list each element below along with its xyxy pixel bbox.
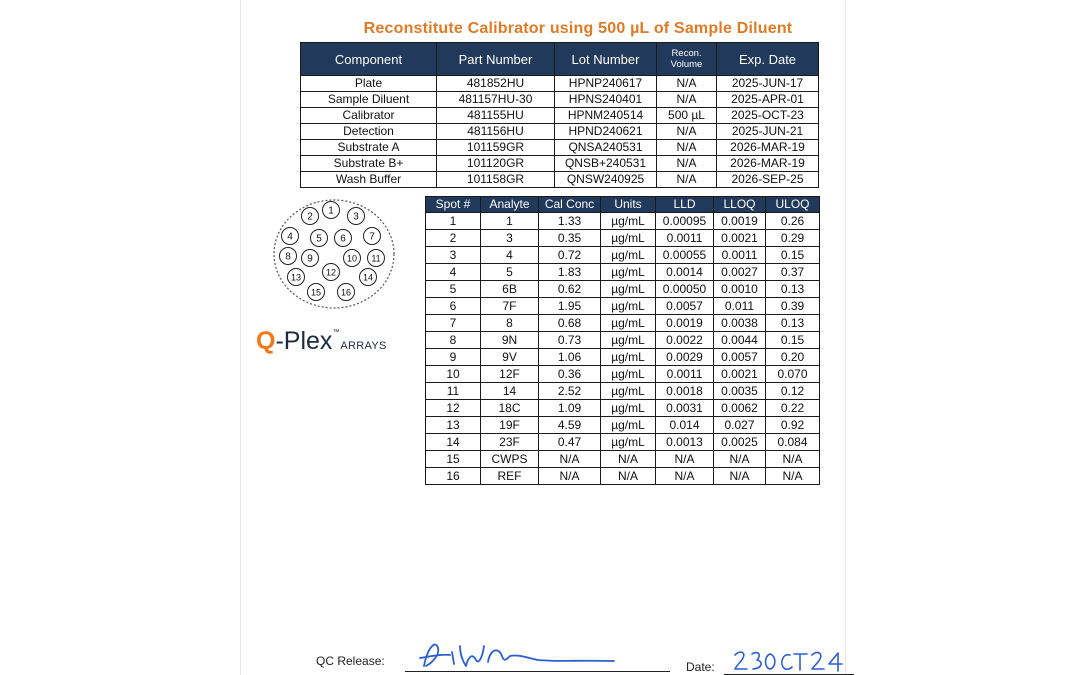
spot-number: 15: [310, 287, 322, 298]
spot-row: [426, 349, 820, 366]
spot-number: 8: [285, 251, 291, 263]
logo-arrays-text: ARRAYS: [340, 340, 387, 352]
spot-cell-uloq: 0.15: [766, 247, 820, 264]
spot-cell-units: µg/mL: [601, 400, 656, 417]
spot-number: 11: [371, 253, 381, 264]
spot-cell-lloq: 0.0011: [714, 247, 766, 264]
spot-cell-lld: 0.0011: [656, 230, 714, 247]
spot-header-units: Units: [601, 197, 656, 213]
spot-cell-uloq: 0.084: [766, 434, 820, 451]
handwritten-date: [732, 648, 852, 674]
spot-cell-spot: 13: [426, 417, 481, 434]
spot-number: 12: [325, 267, 337, 278]
spot-cell-uloq: 0.15: [766, 332, 820, 349]
spot-cell-lloq: N/A: [714, 468, 766, 485]
spot-cell-uloq: 0.13: [766, 281, 820, 298]
spot-cell-units: µg/mL: [601, 230, 656, 247]
components-cell-part-number: 481852HU: [437, 76, 555, 92]
spot-cell-units: µg/mL: [601, 247, 656, 264]
components-cell-recon-volume: 500 µL: [657, 108, 717, 124]
spot-header-uloq: ULOQ: [766, 197, 820, 213]
spot-number: 16: [340, 287, 352, 298]
spot-cell-lloq: 0.027: [714, 417, 766, 434]
spot-cell-analyte: REF: [481, 468, 539, 485]
handwritten-date-stroke: [735, 652, 842, 671]
spot-cell-cal-conc: 0.73: [539, 332, 601, 349]
spot-cell-lloq: 0.0044: [714, 332, 766, 349]
components-row: [301, 172, 819, 188]
spot-number: 2: [307, 211, 313, 223]
spot-9: [302, 250, 319, 267]
components-cell-component: Substrate B+: [301, 156, 437, 172]
components-cell-exp-date: 2026-SEP-25: [717, 172, 819, 188]
components-cell-component: Plate: [301, 76, 437, 92]
components-cell-part-number: 101120GR: [437, 156, 555, 172]
spot-cell-units: N/A: [601, 451, 656, 468]
spot-cell-uloq: 0.22: [766, 400, 820, 417]
spot-row: [426, 417, 820, 434]
components-cell-exp-date: 2026-MAR-19: [717, 140, 819, 156]
spot-8: [280, 248, 297, 265]
qplex-arrays-logo: [256, 327, 387, 356]
spot-cell-lld: 0.00050: [656, 281, 714, 298]
spot-cell-cal-conc: 0.47: [539, 434, 601, 451]
spot-cell-analyte: 5: [481, 264, 539, 281]
spot-header-analyte: Analyte: [481, 197, 539, 213]
spot-cell-lld: 0.00055: [656, 247, 714, 264]
spot-cell-cal-conc: 0.68: [539, 315, 601, 332]
spot-cell-analyte: 8: [481, 315, 539, 332]
spot-layout-diagram: [272, 196, 402, 311]
spot-cell-cal-conc: 0.35: [539, 230, 601, 247]
components-cell-recon-volume: N/A: [657, 92, 717, 108]
spot-cell-lloq: 0.0025: [714, 434, 766, 451]
spot-cell-lld: 0.0018: [656, 383, 714, 400]
spot-cell-lld: 0.0022: [656, 332, 714, 349]
components-cell-exp-date: 2025-JUN-17: [717, 76, 819, 92]
spot-cell-lloq: 0.011: [714, 298, 766, 315]
components-header-row: [301, 43, 819, 76]
components-cell-lot-number: QNSB+240531: [555, 156, 657, 172]
spot-cell-analyte: 12F: [481, 366, 539, 383]
spot-cell-analyte: 7F: [481, 298, 539, 315]
spot-cell-spot: 5: [426, 281, 481, 298]
spot-cell-lloq: N/A: [714, 451, 766, 468]
spot-cell-cal-conc: 1.09: [539, 400, 601, 417]
spot-cell-analyte: 6B: [481, 281, 539, 298]
spot-1: [323, 202, 340, 219]
spot-cell-spot: 4: [426, 264, 481, 281]
spot-cell-cal-conc: 1.33: [539, 213, 601, 230]
components-header-lot-number: Lot Number: [555, 43, 657, 76]
spot-cell-analyte: 1: [481, 213, 539, 230]
spot-number: 7: [369, 231, 375, 243]
spot-cell-cal-conc: 1.83: [539, 264, 601, 281]
spot-row: [426, 315, 820, 332]
components-cell-part-number: 481155HU: [437, 108, 555, 124]
spot-cell-analyte: 19F: [481, 417, 539, 434]
components-cell-exp-date: 2026-MAR-19: [717, 156, 819, 172]
spot-cell-uloq: 0.29: [766, 230, 820, 247]
spot-cell-units: µg/mL: [601, 349, 656, 366]
spot-cell-spot: 10: [426, 366, 481, 383]
spot-cell-spot: 1: [426, 213, 481, 230]
spot-cell-units: µg/mL: [601, 417, 656, 434]
spot-cell-lloq: 0.0019: [714, 213, 766, 230]
components-cell-exp-date: 2025-OCT-23: [717, 108, 819, 124]
components-cell-component: Wash Buffer: [301, 172, 437, 188]
spot-row: [426, 264, 820, 281]
components-row: [301, 92, 819, 108]
spot-cell-lld: 0.0029: [656, 349, 714, 366]
spot-cell-cal-conc: 0.62: [539, 281, 601, 298]
spot-cell-spot: 12: [426, 400, 481, 417]
spot-cell-lloq: 0.0062: [714, 400, 766, 417]
spot-cell-units: µg/mL: [601, 366, 656, 383]
components-cell-recon-volume: N/A: [657, 156, 717, 172]
spot-cell-units: µg/mL: [601, 383, 656, 400]
spot-2: [302, 208, 319, 225]
components-cell-component: Substrate A: [301, 140, 437, 156]
spot-cell-units: µg/mL: [601, 332, 656, 349]
spot-cell-units: µg/mL: [601, 281, 656, 298]
components-cell-component: Calibrator: [301, 108, 437, 124]
components-cell-part-number: 101159GR: [437, 140, 555, 156]
components-row: [301, 108, 819, 124]
spot-cell-cal-conc: N/A: [539, 451, 601, 468]
spot-row: [426, 400, 820, 417]
spot-number: 6: [340, 233, 346, 245]
components-cell-lot-number: HPNS240401: [555, 92, 657, 108]
components-table: [300, 42, 819, 188]
spot-cell-cal-conc: 4.59: [539, 417, 601, 434]
spot-row: [426, 468, 820, 485]
spot-header-cal-conc: Cal Conc: [539, 197, 601, 213]
spot-cell-analyte: 9N: [481, 332, 539, 349]
components-cell-lot-number: HPNP240617: [555, 76, 657, 92]
components-cell-component: Detection: [301, 124, 437, 140]
spot-table-body: [426, 213, 820, 485]
spot-cell-spot: 14: [426, 434, 481, 451]
components-cell-lot-number: HPNM240514: [555, 108, 657, 124]
spot-cell-units: µg/mL: [601, 213, 656, 230]
spot-13: [288, 269, 305, 286]
spot-cell-lloq: 0.0021: [714, 230, 766, 247]
spot-cell-lld: 0.0014: [656, 264, 714, 281]
qc-signature-stroke: [420, 645, 614, 666]
spot-analyte-table: [425, 196, 820, 485]
spot-number: 13: [290, 272, 302, 283]
spot-10: [344, 250, 361, 267]
spot-row: [426, 281, 820, 298]
spot-row: [426, 332, 820, 349]
spot-cell-lloq: 0.0027: [714, 264, 766, 281]
spot-cell-analyte: 4: [481, 247, 539, 264]
spot-cell-uloq: 0.39: [766, 298, 820, 315]
components-cell-component: Sample Diluent: [301, 92, 437, 108]
spot-11: [368, 250, 385, 267]
spot-number: 1: [328, 205, 334, 217]
logo-trademark: ™: [332, 329, 340, 336]
spot-cell-spot: 6: [426, 298, 481, 315]
spot-cell-uloq: 0.92: [766, 417, 820, 434]
spot-layout-svg: [272, 196, 402, 311]
spot-cell-analyte: 14: [481, 383, 539, 400]
spot-cell-analyte: 18C: [481, 400, 539, 417]
spot-cell-uloq: 0.37: [766, 264, 820, 281]
spot-cell-units: µg/mL: [601, 298, 656, 315]
components-header-recon-volume: Recon. Volume: [657, 43, 717, 76]
spot-cell-analyte: CWPS: [481, 451, 539, 468]
components-row: [301, 76, 819, 92]
spot-header-row: [426, 197, 820, 213]
spot-cell-spot: 7: [426, 315, 481, 332]
spot-row: [426, 434, 820, 451]
spot-cell-lld: 0.014: [656, 417, 714, 434]
page-edge-left: [240, 0, 241, 675]
spot-6: [335, 230, 352, 247]
spot-cell-cal-conc: 0.72: [539, 247, 601, 264]
spot-16: [338, 284, 355, 301]
components-cell-part-number: 101158GR: [437, 172, 555, 188]
spot-cell-uloq: 0.12: [766, 383, 820, 400]
components-cell-lot-number: HPND240621: [555, 124, 657, 140]
components-cell-recon-volume: N/A: [657, 124, 717, 140]
spot-number: 9: [307, 253, 313, 265]
spot-row: [426, 366, 820, 383]
spot-cell-analyte: 3: [481, 230, 539, 247]
page-edge-right: [845, 0, 846, 675]
spot-cell-lld: 0.0019: [656, 315, 714, 332]
spot-number: 4: [287, 231, 293, 243]
qc-signature: [418, 636, 618, 672]
components-cell-part-number: 481156HU: [437, 124, 555, 140]
spot-row: [426, 383, 820, 400]
components-cell-recon-volume: N/A: [657, 76, 717, 92]
components-header-component: Component: [301, 43, 437, 76]
spot-3: [348, 208, 365, 225]
spot-number: 10: [346, 253, 358, 264]
components-row: [301, 140, 819, 156]
spot-cell-spot: 9: [426, 349, 481, 366]
spot-number: 5: [316, 233, 322, 245]
components-header-exp-date: Exp. Date: [717, 43, 819, 76]
spot-cell-spot: 8: [426, 332, 481, 349]
logo-q-letter: Q: [256, 327, 276, 355]
spot-cell-lld: 0.00095: [656, 213, 714, 230]
spot-cell-units: N/A: [601, 468, 656, 485]
spot-cell-lld: N/A: [656, 451, 714, 468]
spot-cell-cal-conc: 2.52: [539, 383, 601, 400]
spot-row: [426, 451, 820, 468]
spot-cell-spot: 2: [426, 230, 481, 247]
spot-number: 3: [353, 211, 359, 223]
components-cell-lot-number: QNSW240925: [555, 172, 657, 188]
spot-cell-lld: 0.0031: [656, 400, 714, 417]
spot-cell-spot: 11: [426, 383, 481, 400]
spot-cell-lld: 0.0013: [656, 434, 714, 451]
spot-cell-units: µg/mL: [601, 315, 656, 332]
spot-cell-units: µg/mL: [601, 264, 656, 281]
spot-cell-lloq: 0.0035: [714, 383, 766, 400]
components-table-body: [301, 76, 819, 188]
spot-cell-analyte: 23F: [481, 434, 539, 451]
spot-row: [426, 213, 820, 230]
spot-12: [323, 264, 340, 281]
components-cell-exp-date: 2025-JUN-21: [717, 124, 819, 140]
components-cell-recon-volume: N/A: [657, 172, 717, 188]
spot-4: [282, 228, 299, 245]
spot-cell-spot: 3: [426, 247, 481, 264]
spot-cell-lloq: 0.0038: [714, 315, 766, 332]
spot-cell-cal-conc: 0.36: [539, 366, 601, 383]
spot-cell-uloq: N/A: [766, 451, 820, 468]
spot-number: 14: [362, 272, 374, 283]
components-cell-exp-date: 2025-APR-01: [717, 92, 819, 108]
spot-cell-lloq: 0.0021: [714, 366, 766, 383]
logo-plex-text: -Plex: [275, 327, 333, 355]
components-row: [301, 156, 819, 172]
spot-7: [364, 228, 381, 245]
date-label: Date:: [686, 660, 715, 674]
spot-cell-cal-conc: 1.95: [539, 298, 601, 315]
spot-cell-uloq: 0.13: [766, 315, 820, 332]
spot-cell-uloq: 0.26: [766, 213, 820, 230]
spot-cell-uloq: 0.070: [766, 366, 820, 383]
spot-cell-lloq: 0.0057: [714, 349, 766, 366]
spot-cell-lld: N/A: [656, 468, 714, 485]
spot-cell-lloq: 0.0010: [714, 281, 766, 298]
spot-5: [311, 230, 328, 247]
spot-row: [426, 247, 820, 264]
spot-14: [360, 269, 377, 286]
spot-header-lloq: LLOQ: [714, 197, 766, 213]
document-title: Reconstitute Calibrator using 500 µL of Sample Diluent: [363, 20, 793, 37]
components-cell-recon-volume: N/A: [657, 140, 717, 156]
spot-cell-uloq: N/A: [766, 468, 820, 485]
spot-cell-spot: 16: [426, 468, 481, 485]
spot-row: [426, 230, 820, 247]
spot-cell-analyte: 9V: [481, 349, 539, 366]
spot-cell-cal-conc: N/A: [539, 468, 601, 485]
spot-15: [308, 284, 325, 301]
components-cell-lot-number: QNSA240531: [555, 140, 657, 156]
spot-cell-spot: 15: [426, 451, 481, 468]
spot-cell-units: µg/mL: [601, 434, 656, 451]
spot-cell-lld: 0.0011: [656, 366, 714, 383]
spot-header-lld: LLD: [656, 197, 714, 213]
spot-row: [426, 298, 820, 315]
spot-cell-lld: 0.0057: [656, 298, 714, 315]
qc-release-label: QC Release:: [316, 654, 385, 668]
components-row: [301, 124, 819, 140]
components-header-part-number: Part Number: [437, 43, 555, 76]
spot-cell-uloq: 0.20: [766, 349, 820, 366]
spot-cell-cal-conc: 1.06: [539, 349, 601, 366]
spot-header-spot: Spot #: [426, 197, 481, 213]
components-cell-part-number: 481157HU-30: [437, 92, 555, 108]
